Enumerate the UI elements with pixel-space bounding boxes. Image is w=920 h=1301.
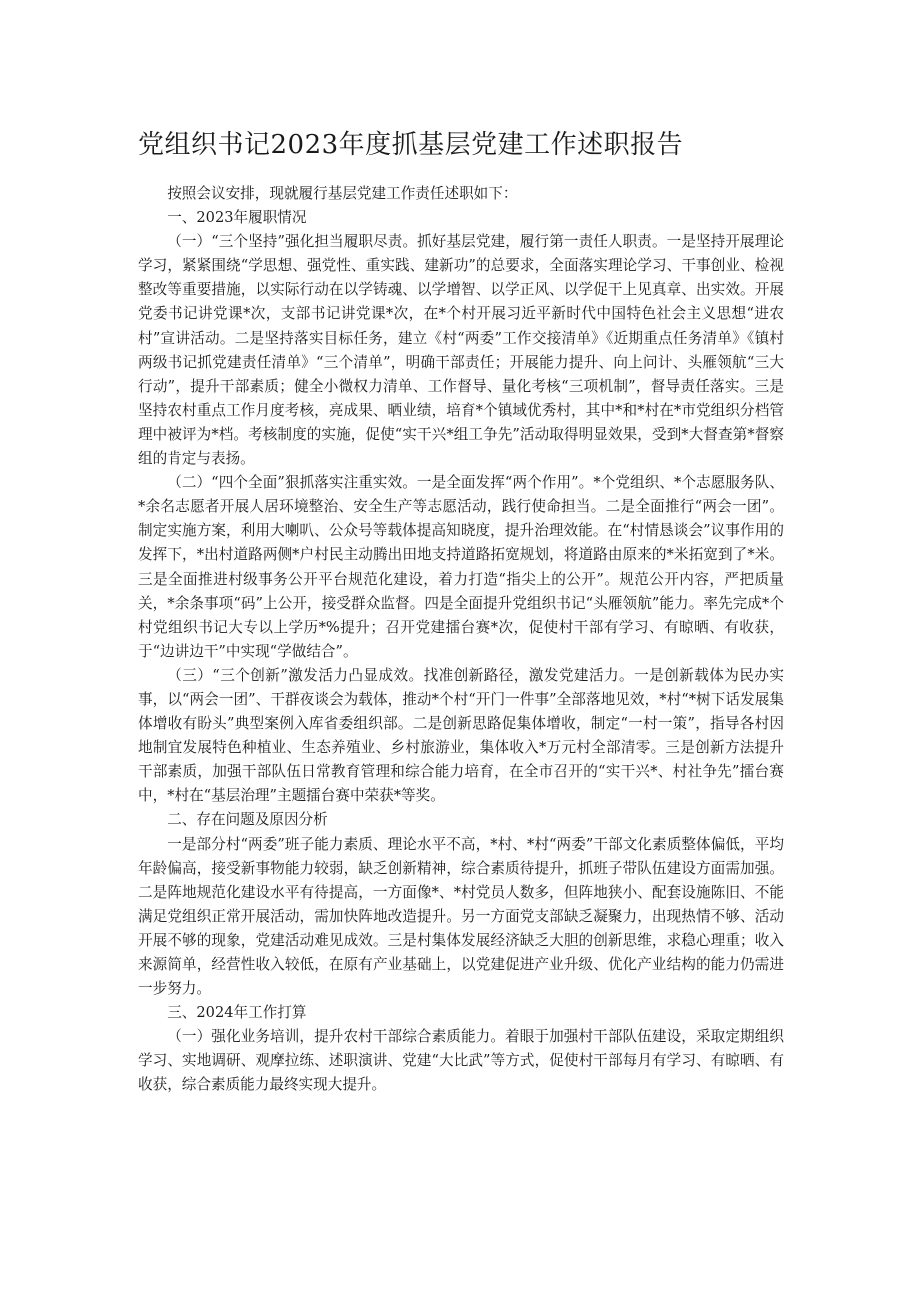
document-page [138, 128, 784, 1098]
section3-paragraph-1: （一）强化业务培训，提升农村干部综合素质能力。着眼于加强村干部队伍建设，采取定期组织学习、实地调研、观摩拉练、述职演讲、党建“大比武”等方式，促使村干部每月有学习、有晾晒、有收获，综合素质能力最终实现大提升。 [138, 1028, 784, 1094]
section3-heading: 三、2024年工作打算 [167, 1004, 307, 1022]
section2-paragraph-1: 一是部分村“两委”班子能力素质、理论水平不高，*村、*村“两委”干部文化素质整体偏低，平均年龄偏高，接受新事物能力较弱，缺乏创新精神，综合素质待提升，抓班子带队伍建设方面需加强。二是阵地规范化建设水平有待提高，一方面像*、*村党员人数多，但阵地狭小、配套设施陈旧、不能满足党组织正常开展活动，需加快阵地改造提升。另一方面党支部缺乏凝聚力，出现热情不够、活动开展不够的现象，党建活动难见成效。三是村集体发展经济缺乏大胆的创新思维，求稳心理重；收入来源简单，经营性收入较低，在原有产业基础上，以党建促进产业升级、优化产业结构的能力仍需进一步努力。 [138, 835, 784, 998]
section2-heading: 二、存在问题及原因分析 [167, 811, 328, 829]
section1-paragraph-3: （三）“三个创新”激发活力凸显成效。找准创新路径，激发党建活力。一是创新载体为民办实事，以“两会一团”、干群夜谈会为载体，推动*个村“开门一件事”全部落地见效，*村“*树下话发展集体增收有盼头”典型案例入库省委组织部。二是创新思路促集体增收，制定“一村一策”，指导各村因地制宜发展特色种植业、生态养殖业、乡村旅游业，集体收入*万元村全部清零。三是创新方法提升干部素质，加强干部队伍日常教育管理和综合能力培育，在全市召开的“实干兴*、村社争先”擂台赛中，*村在“基层治理”主题擂台赛中荣获*等奖。 [138, 666, 784, 805]
section1-paragraph-2: （二）“四个全面”狠抓落实注重实效。一是全面发挥“两个作用”。*个党组织、*个志愿服务队、*余名志愿者开展人居环境整治、安全生产等志愿活动，践行使命担当。二是全面推行“两会一团”。制定实施方案，利用大喇叭、公众号等载体提高知晓度，提升治理效能。在“村情恳谈会”议事作用的发挥下，*出村道路两侧*户村民主动腾出田地支持道路拓宽规划，将道路由原来的*米拓宽到了*米。三是全面推进村级事务公开平台规范化建设，着力打造“指尖上的公开”。规范公开内容，严把质量关，*余条事项“码”上公开，接受群众监督。四是全面提升党组织书记“头雁领航”能力。率先完成*个村党组织书记大专以上学历*%提升；召开党建擂台赛*次，促使村干部有学习、有晾晒、有收获，于“边讲边干”中实现“学做结合”。 [138, 474, 784, 660]
section1-paragraph-1: （一）“三个坚持”强化担当履职尽责。抓好基层党建，履行第一责任人职责。一是坚持开展理论学习，紧紧围绕“学思想、强党性、重实践、建新功”的总要求，全面落实理论学习、干事创业、检视整改等重要措施，以实际行动在以学铸魂、以学增智、以学正风、以学促干上见真章、出实效。开展党委书记讲党课*次，支部书记讲党课*次，在*个村开展习近平新时代中国特色社会主义思想“进农村”宣讲活动。二是坚持落实目标任务，建立《村“两委”工作交接清单》《近期重点任务清单》《镇村两级书记抓党建责任清单》“三个清单”，明确干部责任；开展能力提升、向上问计、头雁领航“三大行动”，提升干部素质；健全小微权力清单、工作督导、量化考核“三项机制”，督导责任落实。三是坚持农村重点工作月度考核，亮成果、晒业绩，培育*个镇域优秀村，其中*和*村在*市党组织分档管理中被评为*档。考核制度的实施，促使“实干兴*组工争先”活动取得明显效果，受到*大督查第*督察组的肯定与表扬。 [138, 233, 784, 468]
document-title: 党组织书记2023年度抓基层党建工作述职报告 [138, 130, 684, 160]
intro-paragraph: 按照会议安排，现就履行基层党建工作责任述职如下： [167, 185, 518, 202]
section1-heading: 一、2023年履职情况 [167, 209, 307, 227]
